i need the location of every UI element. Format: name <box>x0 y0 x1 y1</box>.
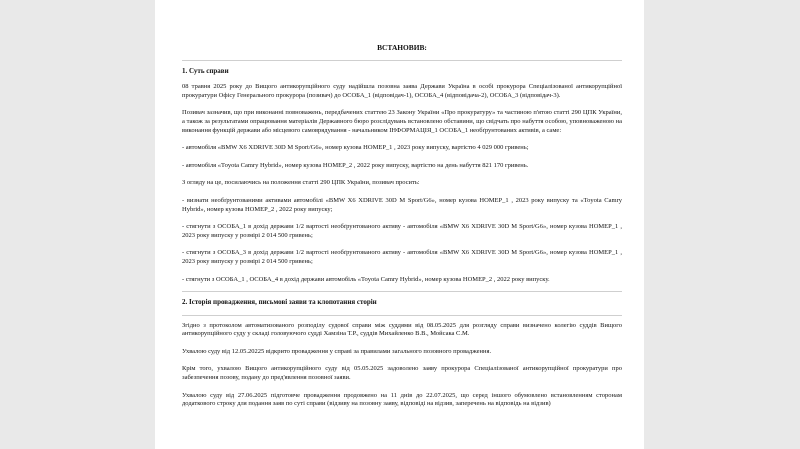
paragraph: - стягнути з ОСОБА_1 , ОСОБА_4 в дохід держави автомобіль «Toyota Camry Hybrid», номер кузова НОМЕР_2 , 2022 року випуску. <box>182 275 550 283</box>
document-page <box>155 0 644 449</box>
paragraph: З огляду на це, посилаючись на положення статті 290 ЦПК України, позивач просить: <box>182 179 420 187</box>
paragraph: Згідно з протоколом автоматизованого розподілу судової справи між суддями від 08.05.2025 для розгляду справи визначено колегію суддів Вищого антикорупційного суду у складі головуючого судді Хамзіна Т.Р., суддів Михайленко В.В., Мойсака С.М. <box>182 321 622 338</box>
paragraph: Ухвалою суду від 12.05.20225 відкрито провадження у справі за правилами загального позовного провадження. <box>182 347 492 355</box>
paragraph: Ухвалою суду від 27.06.2025 підготовче провадження продовжено на 11 днів до 22.07.2025, що серед іншого обумовлено встановленням сторонам додаткового строку для подання заяв по суті справи (відзиву на позовну заяву, відповіді на відзив, заперечень на відповідь на відзив) <box>182 391 622 408</box>
paragraph: 08 травня 2025 року до Вищого антикорупційного суду надійшла позовна заява Держави Україна в особі прокурора Спеціалізованої антикорупційної прокуратури Офісу Генерального прокурора (позивач) до ОСОБА_1 (відповідач-1), ОСОБА_4 (відповідача-2), ОСОБА_3 (відповідач-3). <box>182 83 622 99</box>
divider <box>182 291 622 292</box>
section-1-title: 1. Суть справи <box>182 66 229 75</box>
paragraph: - автомобіля «BMW X6 XDRIVE 30D M Sport/G6», номер кузова НОМЕР_1 , 2023 року випуску, вартістю 4 029 000 гривень; <box>182 144 529 152</box>
divider <box>182 315 622 316</box>
paragraph: Позивач зазначив, що при виконанні повноважень, передбачених статтею 23 Закону України «Про прокуратуру» та частиною п'ятою статті 290 ЦПК України, а також за результатами опрацювання матеріалів Державного бюро розслідувань встановлено обставини, що свідчать про набуття особою, уповноваженою на виконання функцій держави або місцевого самоврядування - начальником ІНФОРМАЦІЯ_1 ОСОБА_1 необґрунтованих активів, а саме: <box>182 109 622 134</box>
document-heading: ВСТАНОВИВ: <box>377 43 427 52</box>
paragraph: - визнати необґрунтованими активами автомобілі «BMW X6 XDRIVE 30D M Sport/G6», номер кузова НОМЕР_1 , 2023 року випуску та «Toyota Camry Hybrid», номер кузова НОМЕР_2 , 2022 року випуску; <box>182 196 622 213</box>
paragraph: Крім того, ухвалою Вищого антикорупційного суду від 05.05.2025 задоволено заяву прокурора Спеціалізованої антикорупційної прокуратури про забезпечення позову, подану до пред'явлення позовної заяви. <box>182 365 622 382</box>
paragraph: - стягнути з ОСОБА_3 в дохід держави 1/2 вартості необґрунтованого активу - автомобіля «BMW X6 XDRIVE 30D M Sport/G6», номер кузова НОМЕР_1 , 2023 року випуску у розмірі 2 014 500 гривень; <box>182 249 622 265</box>
paragraph: - стягнути з ОСОБА_1 в дохід держави 1/2 вартості необґрунтованого активу - автомобіля «BMW X6 XDRIVE 30D M Sport/G6», номер кузова НОМЕР_1 , 2023 року випуску у розмірі 2 014 500 гривень; <box>182 223 622 239</box>
paragraph: - автомобіля «Toyota Camry Hybrid», номер кузова НОМЕР_2 , 2022 року випуску, вартістю на день набуття 821 170 гривень. <box>182 161 529 169</box>
section-2-title: 2. Історія провадження, письмові заяви та клопотання сторін <box>182 298 377 307</box>
document-body <box>182 44 622 418</box>
divider <box>182 60 622 61</box>
